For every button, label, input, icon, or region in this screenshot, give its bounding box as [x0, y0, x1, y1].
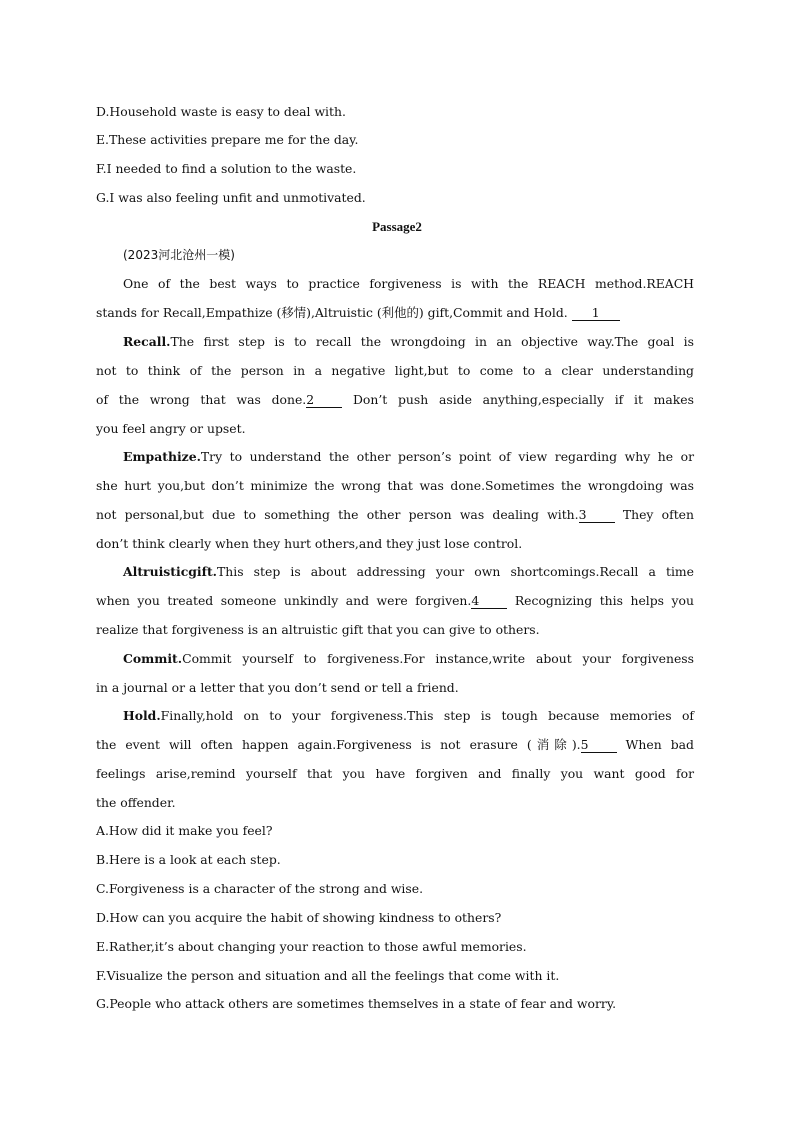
recall-line-1: Recall.The first step is to recall the wrongdoing in an objective way.The goal is	[123, 334, 694, 349]
hold-line-1: Hold.Finally,hold on to your forgiveness.This step is tough because memories of	[123, 708, 694, 723]
altruistic-line-2: when you treated someone unkindly and were forgiven.4 Recognizing this helps you	[96, 593, 694, 608]
recall-heading: Recall.	[123, 334, 171, 349]
empathize-line-3: not personal,but due to something the other person was dealing with.3 They often	[96, 507, 694, 522]
commit-line-1: Commit.Commit yourself to forgiveness.For instance,write about your forgiveness	[123, 651, 694, 666]
empathize-heading: Empathize.	[123, 449, 201, 464]
commit-line-2: in a journal or a letter that you don’t send or tell a friend.	[96, 680, 459, 695]
option-c: C.Forgiveness is a character of the strong and wise.	[96, 881, 424, 896]
altruistic-heading: Altruisticgift.	[123, 564, 217, 579]
passage-title: Passage2	[372, 219, 422, 234]
option-g: G.People who attack others are sometimes themselves in a state of fear and worry.	[96, 996, 617, 1011]
blank-2: 2	[306, 393, 342, 408]
blank-1: 1	[572, 306, 620, 321]
blank-3: 3	[579, 508, 615, 523]
empathize-line-1: Empathize.Try to understand the other person’s point of view regarding why he or	[123, 449, 694, 464]
blank-4: 4	[471, 594, 507, 609]
option-g-prev: G.I was also feeling unfit and unmotivated.	[96, 190, 366, 205]
commit-heading: Commit.	[123, 651, 183, 666]
intro-line-2: stands for Recall,Empathize (移情),Altruistic (利他的) gift,Commit and Hold. 1	[96, 304, 694, 322]
empathize-line-2: she hurt you,but don’t minimize the wrong that was done.Sometimes the wrongdoing was	[96, 478, 694, 493]
hold-line-2: the event will often happen again.Forgiveness is not erasure (消除).5 When bad	[96, 737, 694, 752]
option-e: E.Rather,it’s about changing your reaction to those awful memories.	[96, 939, 527, 954]
passage-source: (2023河北沧州一模)	[123, 248, 235, 262]
option-b: B.Here is a look at each step.	[96, 852, 281, 867]
option-d: D.How can you acquire the habit of showing kindness to others?	[96, 910, 502, 925]
option-f: F.Visualize the person and situation and all the feelings that come with it.	[96, 968, 560, 983]
hold-line-3: feelings arise,remind yourself that you have forgiven and finally you want good for	[96, 766, 694, 781]
recall-line-2: not to think of the person in a negative light,but to come to a clear understanding	[96, 363, 694, 378]
recall-line-4: you feel angry or upset.	[96, 421, 246, 436]
altruistic-line-1: Altruisticgift.This step is about addressing your own shortcomings.Recall a time	[123, 564, 694, 579]
option-f-prev: F.I needed to find a solution to the waste.	[96, 161, 357, 176]
empathize-line-4: don’t think clearly when they hurt others,and they just lose control.	[96, 536, 523, 551]
hold-line-4: the offender.	[96, 795, 176, 810]
hold-heading: Hold.	[123, 708, 161, 723]
recall-line-3: of the wrong that was done.2 Don’t push aside anything,especially if it makes	[96, 392, 694, 407]
blank-5: 5	[581, 738, 617, 753]
option-a: A.How did it make you feel?	[96, 823, 273, 838]
option-e-prev: E.These activities prepare me for the day.	[96, 132, 359, 147]
altruistic-line-3: realize that forgiveness is an altruistic gift that you can give to others.	[96, 622, 540, 637]
intro-line-1: One of the best ways to practice forgiveness is with the REACH method.REACH	[123, 276, 694, 291]
option-d-prev: D.Household waste is easy to deal with.	[96, 104, 346, 119]
